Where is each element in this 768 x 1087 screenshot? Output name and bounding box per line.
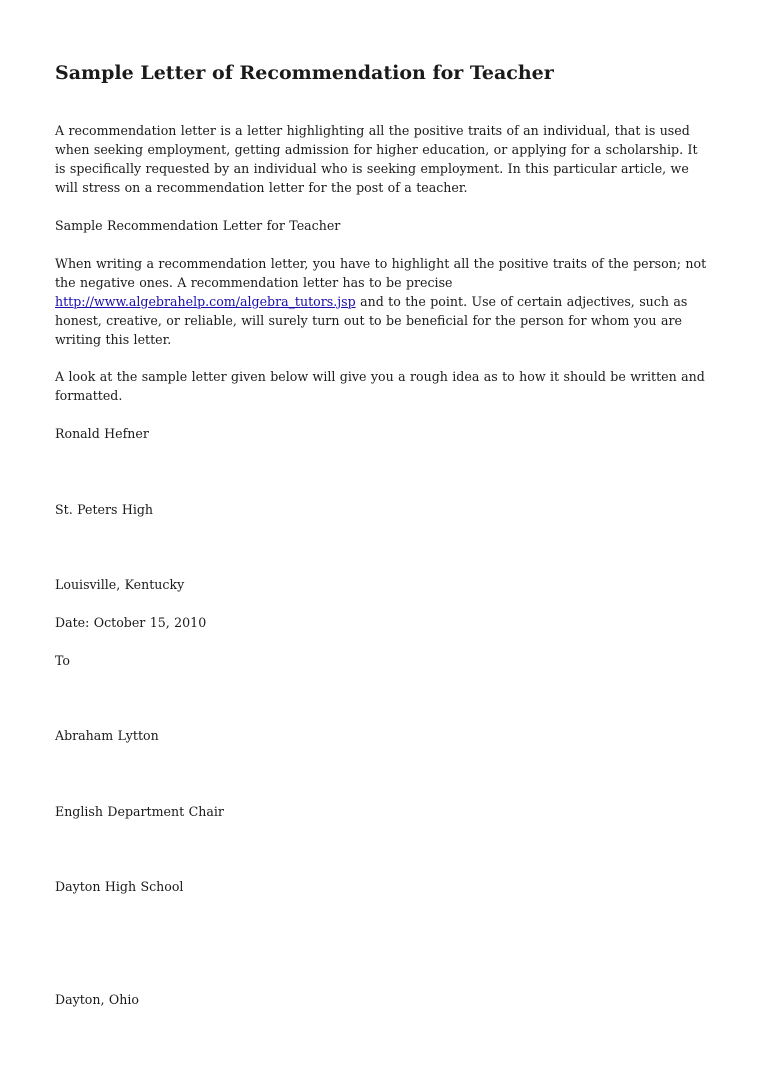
intro-line: is specifically requested by an individual who is seeking employment. In this particular article, we bbox=[55, 161, 689, 176]
recipient-location bbox=[55, 990, 725, 1009]
sender-location-text: Louisville, Kentucky bbox=[55, 577, 185, 592]
intro-line: A recommendation letter is a letter highlighting all the positive traits of an individual, that is used bbox=[55, 123, 690, 138]
sample-intro-line: formatted. bbox=[55, 388, 123, 403]
recipient-name-text: Abraham Lytton bbox=[55, 728, 159, 743]
recipient-title bbox=[55, 802, 725, 821]
recipient-location-text: Dayton, Ohio bbox=[55, 992, 139, 1007]
sender-school-text: St. Peters High bbox=[55, 502, 154, 517]
writing-paragraph bbox=[55, 254, 725, 349]
writing-line-text: and to the point. Use of certain adjectives, such as bbox=[355, 294, 688, 309]
intro-paragraph bbox=[55, 121, 725, 197]
recipient-name bbox=[55, 726, 725, 745]
letter-to bbox=[55, 651, 725, 670]
sample-intro-line: A look at the sample letter given below will give you a rough idea as to how it should be written and bbox=[55, 369, 705, 384]
sender-location bbox=[55, 575, 725, 594]
subheading bbox=[55, 216, 725, 235]
recipient-school bbox=[55, 877, 725, 896]
letter-date-text: Date: October 15, 2010 bbox=[55, 615, 207, 630]
writing-line: When writing a recommendation letter, you have to highlight all the positive traits of the person; not bbox=[55, 256, 707, 271]
writing-line: writing this letter. bbox=[55, 332, 172, 347]
writing-line: honest, creative, or reliable, will surely turn out to be beneficial for the person for whom you are bbox=[55, 313, 682, 328]
writing-line-with-link bbox=[55, 292, 725, 311]
document-title: Sample Letter of Recommendation for Teacher bbox=[55, 62, 554, 84]
letter-date bbox=[55, 613, 725, 632]
intro-line: when seeking employment, getting admission for higher education, or applying for a scholarship. It bbox=[55, 142, 698, 157]
letter-to-text: To bbox=[55, 653, 71, 668]
sample-intro-paragraph bbox=[55, 367, 725, 405]
algebrahelp-link[interactable]: http://www.algebrahelp.com/algebra_tutors.jsp bbox=[55, 294, 356, 309]
writing-line: the negative ones. A recommendation letter has to be precise bbox=[55, 275, 453, 290]
subheading-text: Sample Recommendation Letter for Teacher bbox=[55, 218, 341, 233]
intro-line: will stress on a recommendation letter for the post of a teacher. bbox=[55, 180, 468, 195]
sender-school bbox=[55, 500, 725, 519]
sender-name bbox=[55, 424, 725, 443]
recipient-title-text: English Department Chair bbox=[55, 804, 224, 819]
recipient-school-text: Dayton High School bbox=[55, 879, 184, 894]
sender-name-text: Ronald Hefner bbox=[55, 426, 149, 441]
